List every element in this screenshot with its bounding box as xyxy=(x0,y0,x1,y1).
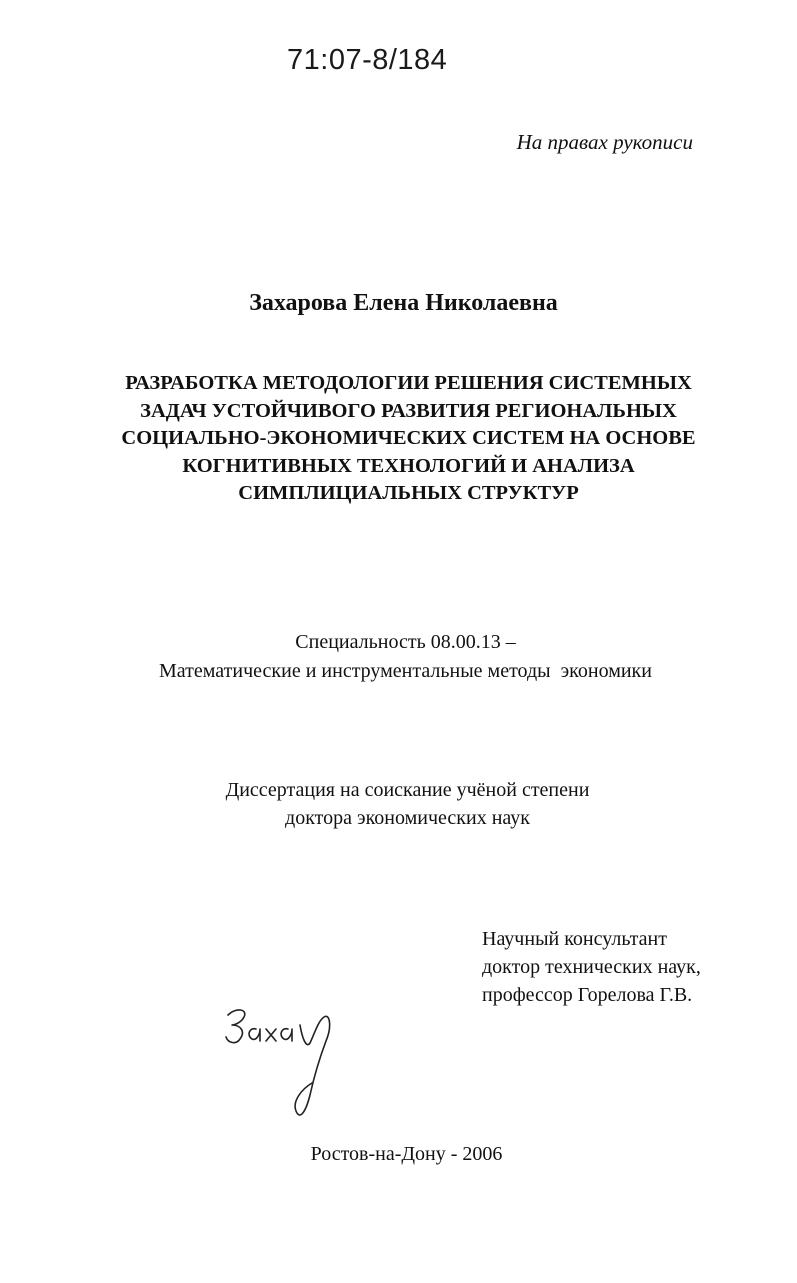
advisor-role: Научный консультант xyxy=(482,928,667,950)
specialty-name: Математические и инструментальные методы экономики xyxy=(159,660,652,682)
degree-block xyxy=(0,776,797,832)
dissertation-title xyxy=(100,370,717,508)
catalog-code: 71:07-8/184 xyxy=(287,44,448,76)
advisor-block xyxy=(482,925,701,1009)
handwritten-signature xyxy=(222,1003,352,1123)
specialty-code: Специальность 08.00.13 – xyxy=(295,631,516,653)
title-line: СОЦИАЛЬНО-ЭКОНОМИЧЕСКИХ СИСТЕМ НА ОСНОВЕ xyxy=(121,427,696,450)
specialty-block xyxy=(0,628,797,686)
city-year: Ростов-на-Дону - 2006 xyxy=(310,1143,503,1165)
advisor-degree: доктор технических наук, xyxy=(482,956,701,978)
advisor-name: профессор Горелова Г.В. xyxy=(482,984,693,1006)
title-line: СИМПЛИЦИАЛЬНЫХ СТРУКТУР xyxy=(238,482,579,505)
title-line: ЗАДАЧ УСТОЙЧИВОГО РАЗВИТИЯ РЕГИОНАЛЬНЫХ xyxy=(140,399,677,422)
degree-line: доктора экономических наук xyxy=(285,807,530,829)
title-line: РАЗРАБОТКА МЕТОДОЛОГИИ РЕШЕНИЯ СИСТЕМНЫХ xyxy=(125,372,692,394)
title-line: КОГНИТИВНЫХ ТЕХНОЛОГИЙ И АНАЛИЗА xyxy=(182,454,635,477)
degree-line: Диссертация на соискание учёной степени xyxy=(225,779,590,801)
author-name: Захарова Елена Николаевна xyxy=(249,290,558,316)
rights-note: На правах рукописи xyxy=(516,130,693,154)
